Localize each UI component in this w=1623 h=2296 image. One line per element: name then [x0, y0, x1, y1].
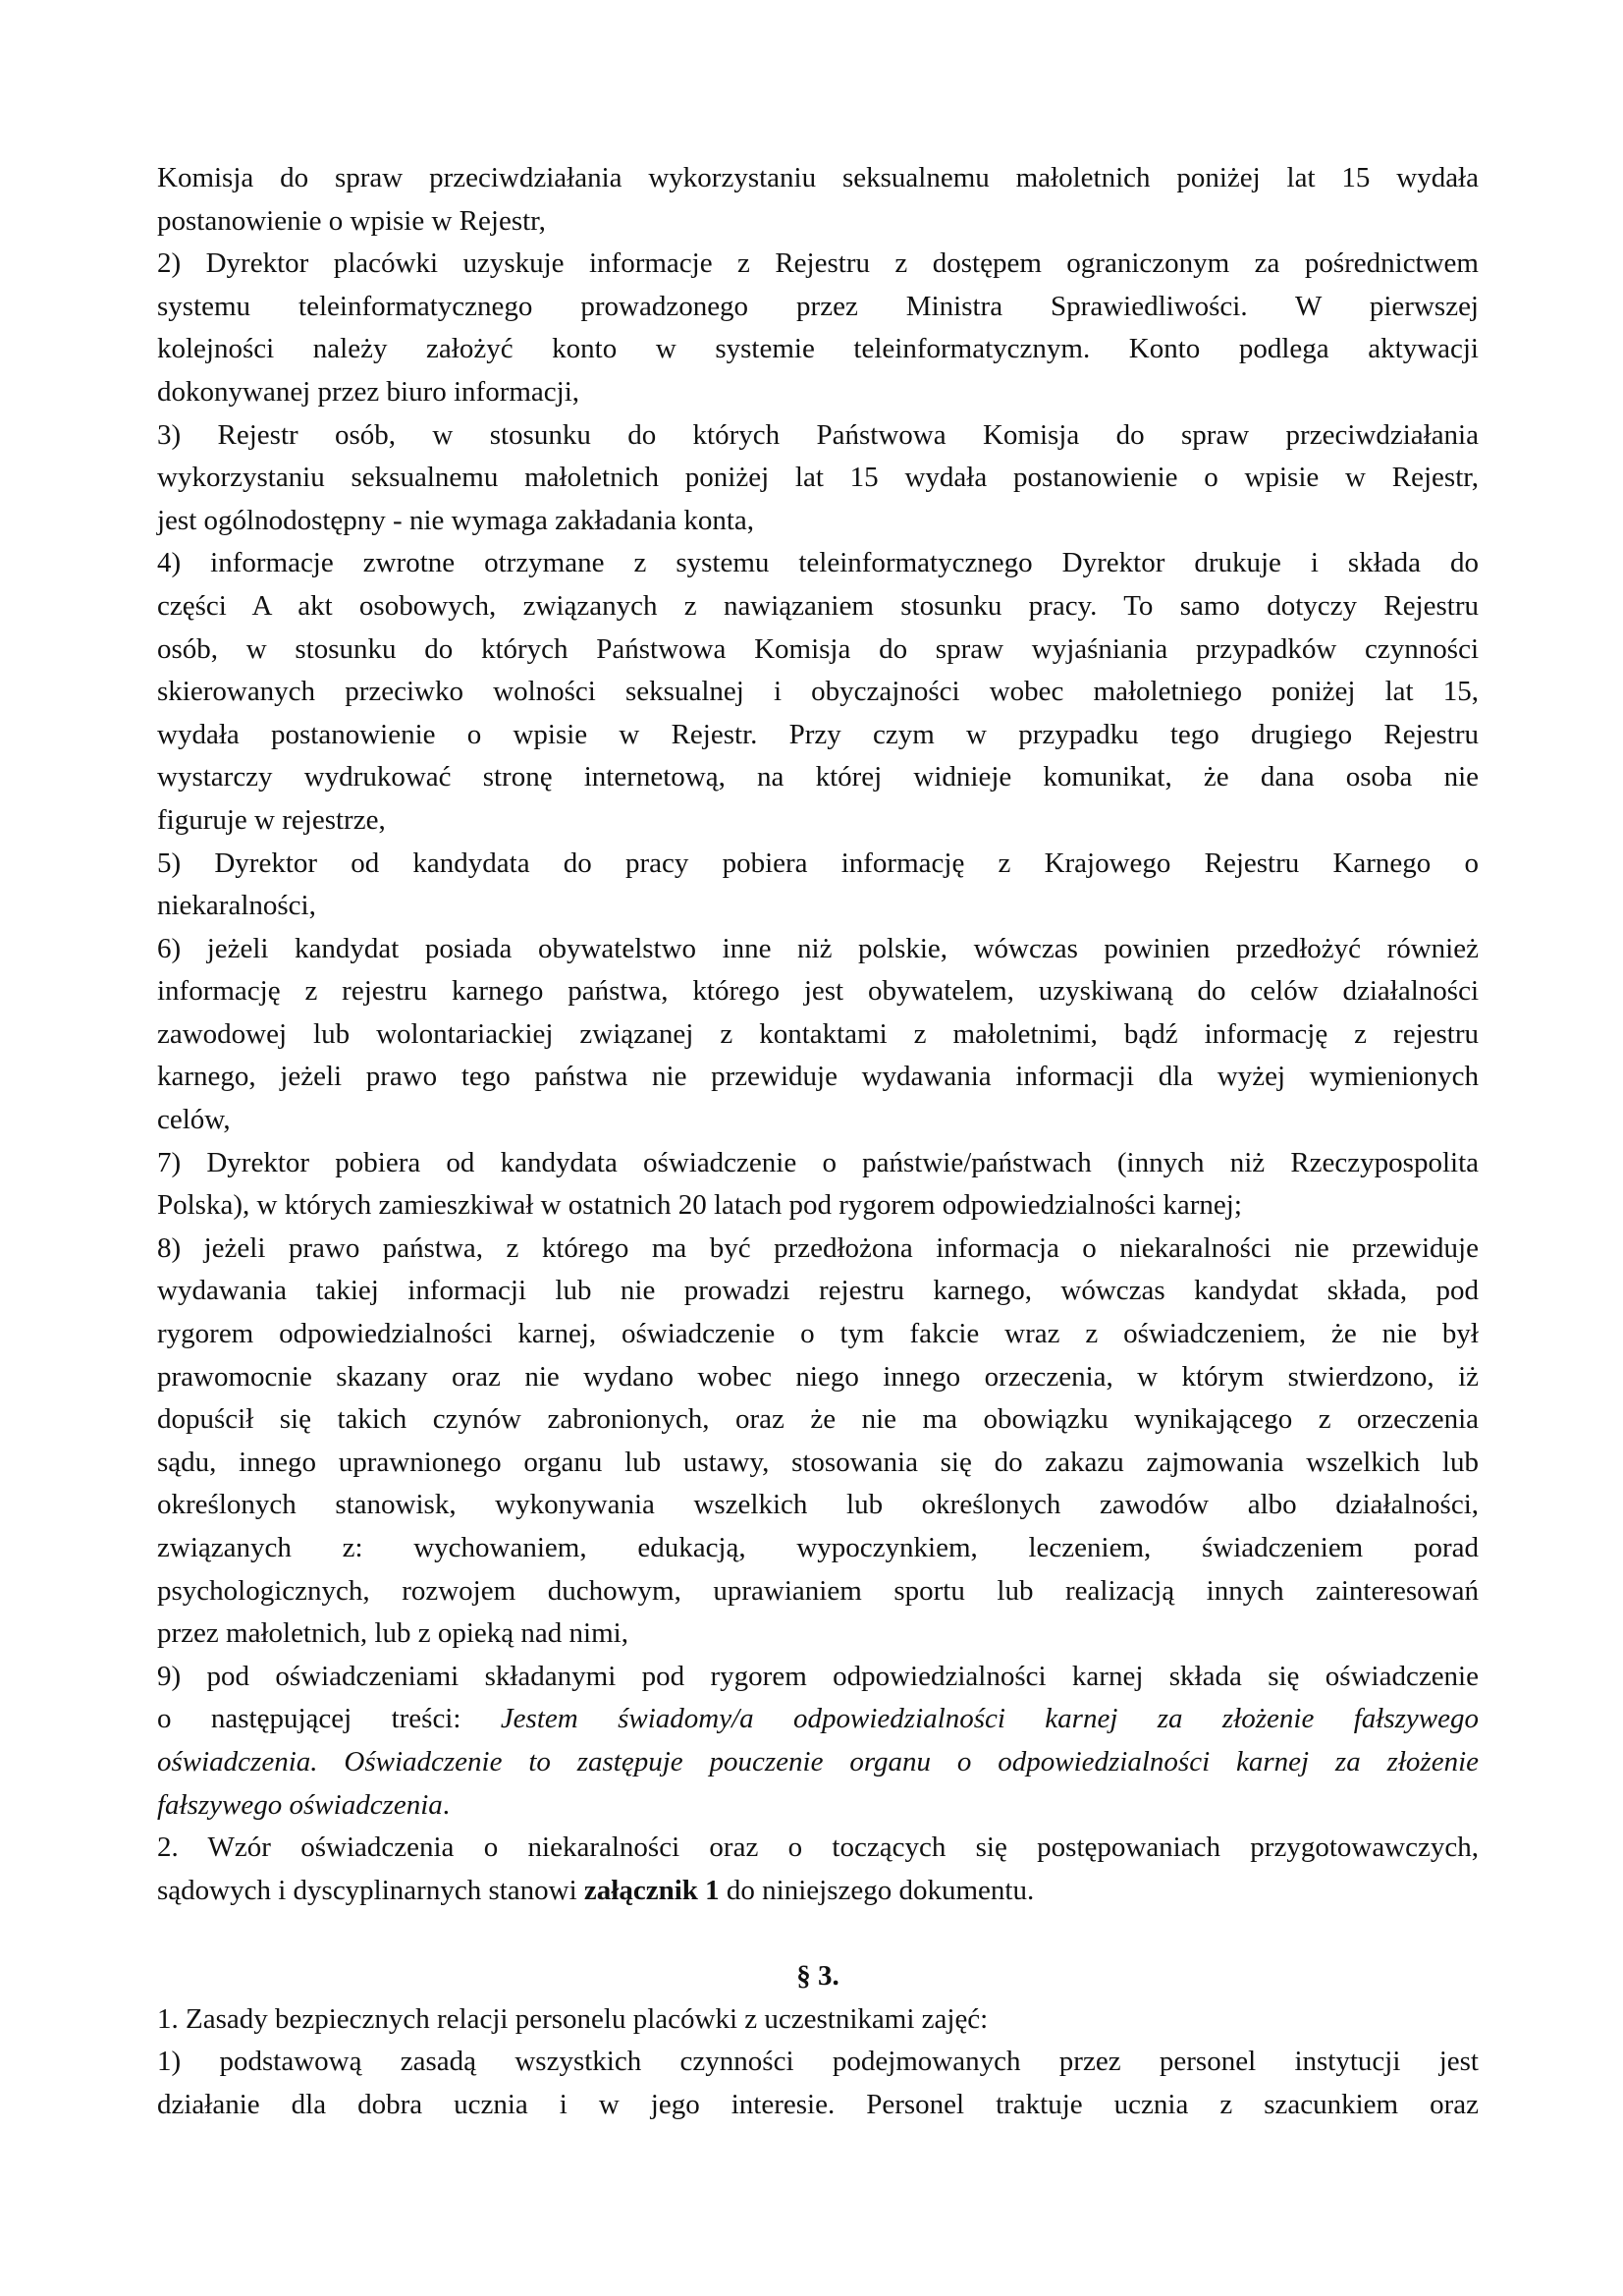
text-line: Komisja do spraw przeciwdziałania wykorzystaniu seksualnemu małoletnich poniżej lat 15 wydała — [157, 162, 1479, 193]
plain-text: sądowych i dyscyplinarnych stanowi — [157, 1874, 584, 1906]
text-line: rygorem odpowiedzialności karnej, oświadczenie o tym fakcie wraz z oświadczeniem, że nie był — [157, 1318, 1479, 1350]
list-item-5 — [157, 843, 1479, 928]
text-line: wydawania takiej informacji lub nie prowadzi rejestru karnego, wówczas kandydat składa, pod — [157, 1275, 1479, 1307]
text-line: części A akt osobowych, związanych z nawiązaniem stosunku pracy. To samo dotyczy Rejestru — [157, 589, 1479, 622]
text-line: jest ogólnodostępny - nie wymaga zakładania konta, — [157, 504, 755, 536]
text-line: 2) Dyrektor placówki uzyskuje informacje z Rejestru z dostępem ograniczonym za pośrednictwem — [157, 247, 1479, 280]
italic-statement: oświadczenia. Oświadczenie to zastępuje pouczenie organu o odpowiedzialności karnej za złożenie — [157, 1745, 1479, 1777]
list-item-4 — [157, 542, 1479, 842]
list-item-2 — [157, 243, 1479, 413]
text-line: określonych stanowisk, wykonywania wszelkich lub określonych zawodów albo działalności, — [157, 1489, 1479, 1521]
list-item-3 — [157, 414, 1479, 543]
text-line: prawomocnie skazany oraz nie wydano wobec niego innego orzeczenia, w którym stwierdzono, iż — [157, 1360, 1479, 1393]
text-line: karnego, jeżeli prawo tego państwa nie przewiduje wydawania informacji dla wyżej wymienionych — [157, 1061, 1479, 1093]
text-line: działanie dla dobra ucznia i w jego interesie. Personel traktuje ucznia z szacunkiem oraz — [157, 2088, 1479, 2120]
text-line: 4) informacje zwrotne otrzymane z systemu teleinformatycznego Dyrektor drukuje i składa do — [157, 547, 1479, 579]
list-item-8 — [157, 1228, 1479, 1656]
plain-text: do niniejszego dokumentu. — [719, 1874, 1035, 1906]
attachment-reference: załącznik 1 — [583, 1874, 720, 1906]
list-item-6 — [157, 928, 1479, 1142]
text-line: przez małoletnich, lub z opieką nad nimi, — [157, 1617, 628, 1650]
text-line: 6) jeżeli kandydat posiada obywatelstwo inne niż polskie, wówczas powinien przedłożyć również — [157, 932, 1479, 964]
point-2-paragraph — [157, 1827, 1479, 1912]
text-line: celów, — [157, 1104, 231, 1136]
plain-text: . — [442, 1788, 451, 1821]
italic-statement: Jestem świadomy/a odpowiedzialności karnej za złożenie fałszywego — [500, 1703, 1479, 1735]
text-line: związanych z: wychowaniem, edukacją, wypoczynkiem, leczeniem, świadczeniem porad — [157, 1532, 1479, 1563]
text-line — [157, 1784, 1479, 1828]
text-line: 2. Wzór oświadczenia o niekaralności oraz o toczących się postępowaniach przygotowawczych, — [157, 1831, 1479, 1864]
text-line: skierowanych przeciwko wolności seksualnej i obyczajności wobec małoletniego poniżej lat 15, — [157, 676, 1479, 708]
text-line — [157, 1741, 1479, 1784]
text-line: kolejności należy założyć konto w systemie teleinformatycznym. Konto podlega aktywacji — [157, 333, 1479, 365]
text-line: wykorzystaniu seksualnemu małoletnich poniżej lat 15 wydała postanowienie o wpisie w Rejestr, — [157, 462, 1479, 494]
blank-line — [157, 1912, 1479, 1955]
text-line: dopuścił się takich czynów zabronionych, oraz że nie ma obowiązku wynikającego z orzeczenia — [157, 1403, 1479, 1436]
text-line: systemu teleinformatycznego prowadzonego przez Ministra Sprawiedliwości. W pierwszej — [157, 290, 1479, 322]
text-line: Polska), w których zamieszkiwał w ostatnich 20 latach pod rygorem odpowiedzialności karnej; — [157, 1189, 1242, 1222]
text-line: psychologicznych, rozwojem duchowym, uprawianiem sportu lub realizacją innych zainteresowań — [157, 1574, 1479, 1607]
text-line: 3) Rejestr osób, w stosunku do których Państwowa Komisja do spraw przeciwdziałania — [157, 418, 1479, 451]
text-line: 1) podstawową zasadą wszystkich czynności podejmowanych przez personel instytucji jest — [157, 2046, 1479, 2078]
text-line: wydała postanowienie o wpisie w Rejestr. Przy czym w przypadku tego drugiego Rejestru — [157, 718, 1479, 750]
section-3 — [157, 1955, 1479, 2126]
intro-paragraph — [157, 157, 1479, 243]
text-line: 5) Dyrektor od kandydata do pracy pobiera informację z Krajowego Rejestru Karnego o — [157, 847, 1479, 879]
text-line: niekaralności, — [157, 890, 316, 922]
list-item-9 — [157, 1656, 1479, 1827]
text-line: postanowienie o wpisie w Rejestr, — [157, 204, 546, 237]
text-line: 1. Zasady bezpiecznych relacji personelu placówki z uczestnikami zajęć: — [157, 2002, 989, 2035]
section-heading: § 3. — [796, 1959, 839, 1992]
text-line: figuruje w rejestrze, — [157, 803, 386, 836]
text-line: osób, w stosunku do których Państwowa Komisja do spraw wyjaśniania przypadków czynności — [157, 632, 1479, 665]
text-line: 9) pod oświadczeniami składanymi pod rygorem odpowiedzialności karnej składa się oświadczenie — [157, 1660, 1479, 1692]
text-line: wystarczy wydrukować stronę internetową, na której widnieje komunikat, że dana osoba nie — [157, 761, 1479, 793]
text-line: sądu, innego uprawnionego organu lub ustawy, stosowania się do zakazu zajmowania wszelkich lub — [157, 1446, 1479, 1478]
text-line: informację z rejestru karnego państwa, którego jest obywatelem, uzyskiwaną do celów działalności — [157, 975, 1479, 1008]
italic-statement: fałszywego oświadczenia — [157, 1788, 443, 1821]
text-line: 8) jeżeli prawo państwa, z którego ma być przedłożona informacja o niekaralności nie przewiduje — [157, 1231, 1479, 1264]
text-line: zawodowej lub wolontariackiej związanej z kontaktami z małoletnimi, bądź informację z rejestru — [157, 1017, 1479, 1050]
list-item-7 — [157, 1142, 1479, 1228]
text-line — [157, 1698, 1479, 1741]
text-line: 7) Dyrektor pobiera od kandydata oświadczenie o państwie/państwach (innych niż Rzeczypospolita — [157, 1146, 1479, 1178]
plain-text: o następującej treści: — [157, 1703, 501, 1735]
document-page — [157, 157, 1479, 2126]
text-line — [157, 1870, 1479, 1913]
text-line: dokonywanej przez biuro informacji, — [157, 375, 580, 408]
